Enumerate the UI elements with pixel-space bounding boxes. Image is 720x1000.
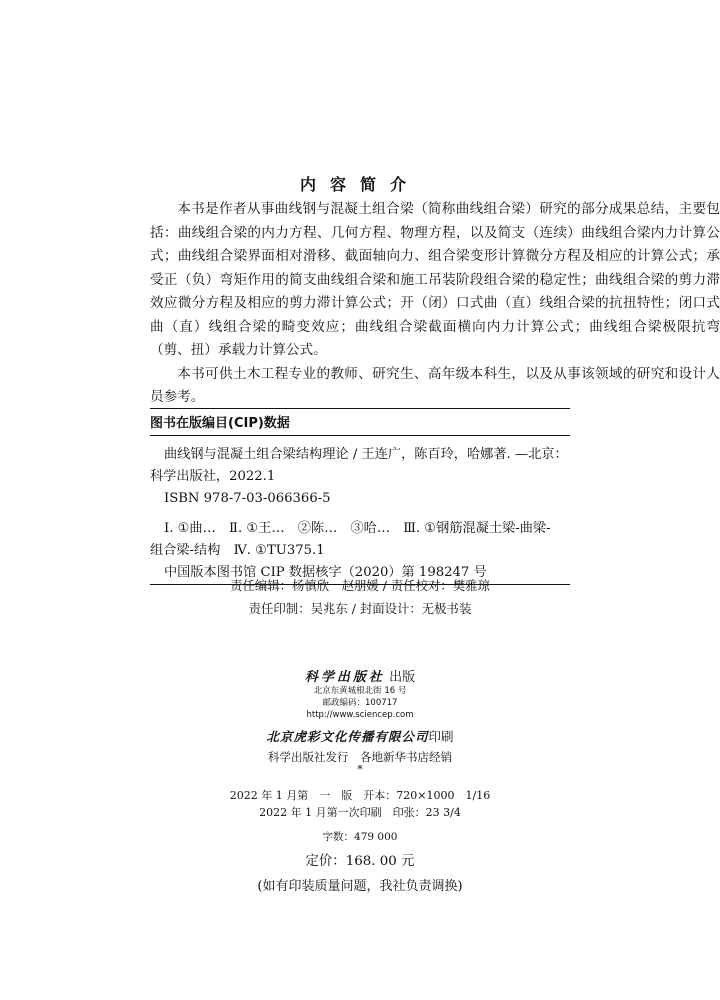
publisher-postcode: 邮政编码：100717: [322, 698, 398, 708]
publisher-address: 北京东黄城根北街 16 号: [313, 686, 407, 696]
printer-line: [0, 727, 720, 745]
publisher-block: [0, 666, 720, 894]
edition-line-1: 2022 年 1 月第 一 版 开本：720×1000 1/16: [229, 789, 491, 802]
cip-block: [150, 408, 570, 585]
publisher-suffix: 出版: [389, 670, 416, 685]
publisher-line: [0, 666, 720, 685]
word-count: 字数：479 000: [322, 831, 398, 843]
credits: [0, 574, 720, 620]
quality-notice: (如有印装质量问题，我社负责调换): [257, 879, 463, 894]
cip-classification-2: 组合梁-结构 Ⅳ. ①TU375.1: [150, 543, 325, 558]
publisher-logo: 科学出版社: [304, 670, 385, 685]
summary-title: 内容简介: [299, 175, 420, 194]
credits-editors: 责任编辑：杨慎欣 赵朋媛 / 责任校对：樊雅琼: [230, 578, 490, 593]
separator-star: *: [357, 763, 363, 776]
edition-line-2: 2022 年 1 月第一次印刷 印张：23 3/4: [259, 806, 461, 819]
credits-production: 责任印制：吴兆东 / 封面设计：无极书装: [248, 601, 472, 616]
printer-name: 北京虎彩文化传播有限公司: [266, 729, 429, 744]
summary-paragraph-2: 本书可供土木工程专业的教师、研究生、高年级本科生，以及从事该领域的研究和设计人员参考。: [150, 365, 720, 405]
cip-verification: 中国版本图书馆 CIP 数据核字（2020）第 198247 号: [164, 565, 487, 580]
publisher-url: http://www.sciencep.com: [306, 710, 414, 720]
issuer-line: 科学出版社发行 各地新华书店经销: [268, 750, 452, 764]
cip-publisher-line: 科学出版社，2022.1: [150, 469, 276, 484]
price: 定价：168. 00 元: [305, 854, 415, 869]
cip-isbn: ISBN 978-7-03-066366-5: [164, 491, 331, 506]
summary-body: [150, 198, 720, 410]
cip-heading: 图书在版编目(CIP)数据: [150, 416, 290, 431]
cip-classification-1: Ⅰ. ①曲… Ⅱ. ①王… ②陈… ③哈… Ⅲ. ①钢筋混凝土梁-曲梁-: [164, 521, 551, 536]
cip-title-line: 曲线钢与混凝土组合梁结构理论 / 王连广，陈百玲，哈娜著. —北京：: [164, 447, 568, 462]
printer-suffix: 印刷: [428, 729, 454, 744]
summary-paragraph-1: 本书是作者从事曲线钢与混凝土组合梁（简称曲线组合梁）研究的部分成果总结，主要包括：曲线组合梁的内力方程、几何方程、物理方程，以及简支（连续）曲线组合梁内力计算公式；曲线组合梁界面相对滑移、截面轴向力、组合梁变形计算微分方程及相应的计算公式；承受正（负）弯矩作用的简支曲线组合梁和施工吊装阶段组合梁的稳定性；曲线组合梁的剪力滞效应微分方程及相应的剪力滞计算公式；开（闭）口式曲（直）线组合梁的抗扭特性；闭口式曲（直）线组合梁的畸变效应；曲线组合梁截面横向内力计算公式；曲线组合梁极限抗弯（剪、扭）承载力计算公式。: [150, 201, 720, 358]
